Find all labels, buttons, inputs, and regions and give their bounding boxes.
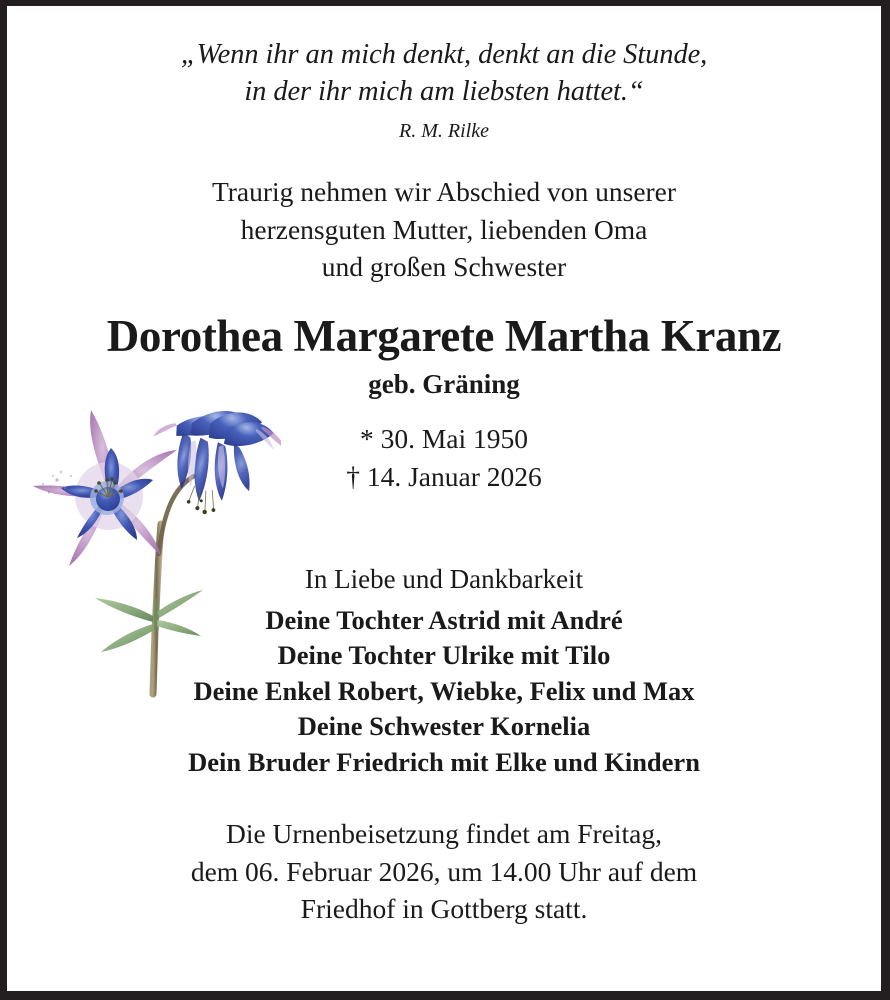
announcement-text: [7, 173, 881, 286]
birth-date: * 30. Mai 1950: [359, 422, 529, 454]
service-line-3: Friedhof in Gottberg statt.: [300, 893, 588, 924]
deceased-name: Dorothea Margarete Martha Kranz: [106, 310, 782, 361]
notice-sheet: [7, 6, 881, 991]
service-line-2: dem 06. Februar 2026, um 14.00 Uhr auf dem: [190, 855, 698, 887]
surviving-family-list: [7, 603, 881, 781]
family-line: Deine Schwester Kornelia: [297, 711, 591, 741]
quote-line-2: in der ihr mich am liebsten hattet.“: [244, 76, 644, 107]
notice-text-column: [7, 6, 881, 928]
memorial-quote: [7, 36, 881, 110]
family-line: Deine Tochter Astrid mit André: [265, 604, 623, 635]
family-line: Deine Enkel Robert, Wiebke, Felix und Max: [193, 675, 695, 706]
announcement-line-2: herzensguten Mutter, liebenden Oma: [240, 213, 648, 245]
announcement-line-3: und großen Schwester: [321, 251, 567, 282]
family-line: Deine Tochter Ulrike mit Tilo: [277, 640, 611, 670]
service-line-1: Die Urnenbeisetzung findet am Freitag,: [225, 818, 663, 849]
life-dates: [7, 420, 881, 496]
dedication-text: In Liebe und Dankbarkeit: [304, 563, 584, 594]
family-line: Dein Bruder Friedrich mit Elke und Kindern: [188, 746, 700, 777]
quote-attribution: R. M. Rilke: [399, 120, 489, 142]
death-date: † 14. Januar 2026: [346, 460, 542, 492]
announcement-line-1: Traurig nehmen wir Abschied von unserer: [211, 176, 677, 207]
funeral-service-details: [7, 815, 881, 928]
quote-line-1: „Wenn ihr an mich denkt, denkt an die Stunde,: [180, 39, 708, 70]
deceased-maiden-name: geb. Gräning: [368, 368, 520, 399]
